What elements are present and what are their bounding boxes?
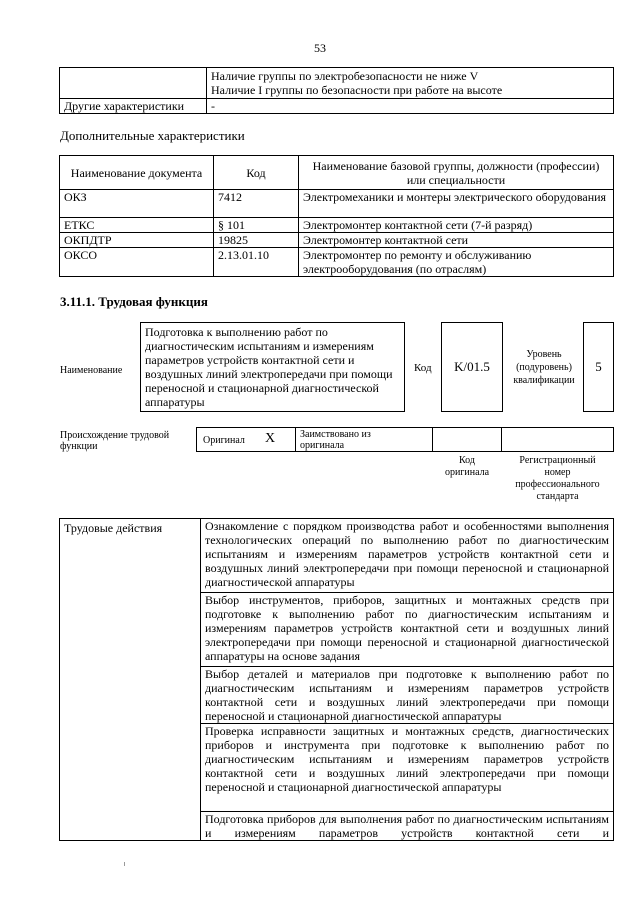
other-characteristics-label: Другие характеристики [60,99,207,114]
labor-actions-label: Трудовые действия [60,519,201,841]
group-name-cell: Электромонтер контактной сети [299,233,614,248]
level-box [583,322,614,412]
header-code: Код [214,156,299,190]
group-name-cell: Электромонтер по ремонту и обслуживанию электрооборудования (по отраслям) [299,248,614,277]
page-number: 53 [314,41,326,55]
function-name-value: Подготовка к выполнению работ по диагностическим испытаниям и измерениям параметров устройств контактной сети и воздушных линий электропередачи при помощи переносной и стационарной диагностической аппаратуры [145,325,393,409]
doc-name-cell: ОКЗ [60,190,214,218]
original-mark: X [265,431,276,446]
origin-label: Происхождение трудовой функции [60,430,170,452]
code-cell: 2.13.01.10 [214,248,299,277]
additional-heading: Дополнительные характеристики [60,128,245,143]
doc-name-cell: ОКПДТР [60,233,214,248]
code-label: Код [414,362,432,374]
additional-table [59,155,614,277]
code-cell: 7412 [214,190,299,218]
labor-actions-table [59,518,614,841]
requirement-line: Наличие I группы по безопасности при работе на высоте [211,83,503,97]
doc-name-cell: ОКСО [60,248,214,277]
top-table-requirements [207,68,614,99]
original-label: Оригинал [203,435,245,446]
requirement-line: Наличие группы по электробезопасности не ниже V [211,69,479,83]
labor-action-item: Подготовка приборов для выполнения работ по диагностическим испытаниям и измерениям параметров устройств контактной сети и [201,812,614,841]
borrowed-label: Заимствовано из оригинала [300,429,371,451]
level-label: Уровень (подуровень) квалификации [513,349,575,386]
code-box [441,322,503,412]
reg-number-caption: Регистрационный номер профессионального стандарта [515,455,600,502]
function-name-box [140,322,405,412]
section-title: 3.11.1. Трудовая функция [60,294,208,309]
header-group-name: Наименование базовой группы, должности (профессии) или специальности [299,156,614,190]
top-table-empty-cell [60,68,207,99]
origin-code-box [432,427,502,452]
code-cell: 19825 [214,233,299,248]
origin-reg-box [501,427,614,452]
code-cell: § 101 [214,218,299,233]
labor-action-item: Выбор инструментов, приборов, защитных и монтажных средств при подготовке к выполнению работ по диагностическим испытаниям и измерениям параметров устройств контактной сети и воздушных линий электропередачи при помощи переносной и стационарной диагностической аппаратуры на основе задания [201,593,614,667]
top-table [59,67,614,114]
function-name-label: Наименование [60,365,123,376]
doc-name-cell: ЕТКС [60,218,214,233]
labor-action-item: Проверка исправности защитных и монтажных средств, диагностических приборов и инструмента при подготовке к выполнению работ по диагностическим испытаниям и измерениям параметров устройств контактной сети и воздушных линий электропередачи при помощи переносной и стационарной диагностической аппаратуры [201,724,614,812]
header-doc-name: Наименование документа [60,156,214,190]
labor-action-item: Ознакомление с порядком производства работ и особенностями выполнения технологических операций по выполнению работ по диагностическим испытаниям и измерениям параметров устройств контактной сети и воздушных линий электропередачи при помощи переносной и стационарной диагностической аппаратуры [201,519,614,593]
footer-mark [124,862,125,866]
other-characteristics-value: - [207,99,614,114]
level-value: 5 [595,359,602,374]
code-value: K/01.5 [454,359,490,374]
code-original-caption: Код оригинала [444,455,490,478]
labor-action-item: Выбор деталей и материалов при подготовке к выполнению работ по диагностическим испытаниям и измерениям параметров устройств контактной сети и воздушных линий электропередачи при помощи переносной и стационарной диагностической аппаратуры [201,667,614,724]
group-name-cell: Электромонтер контактной сети (7-й разряд) [299,218,614,233]
group-name-cell: Электромеханики и монтеры электрического оборудования [299,190,614,218]
